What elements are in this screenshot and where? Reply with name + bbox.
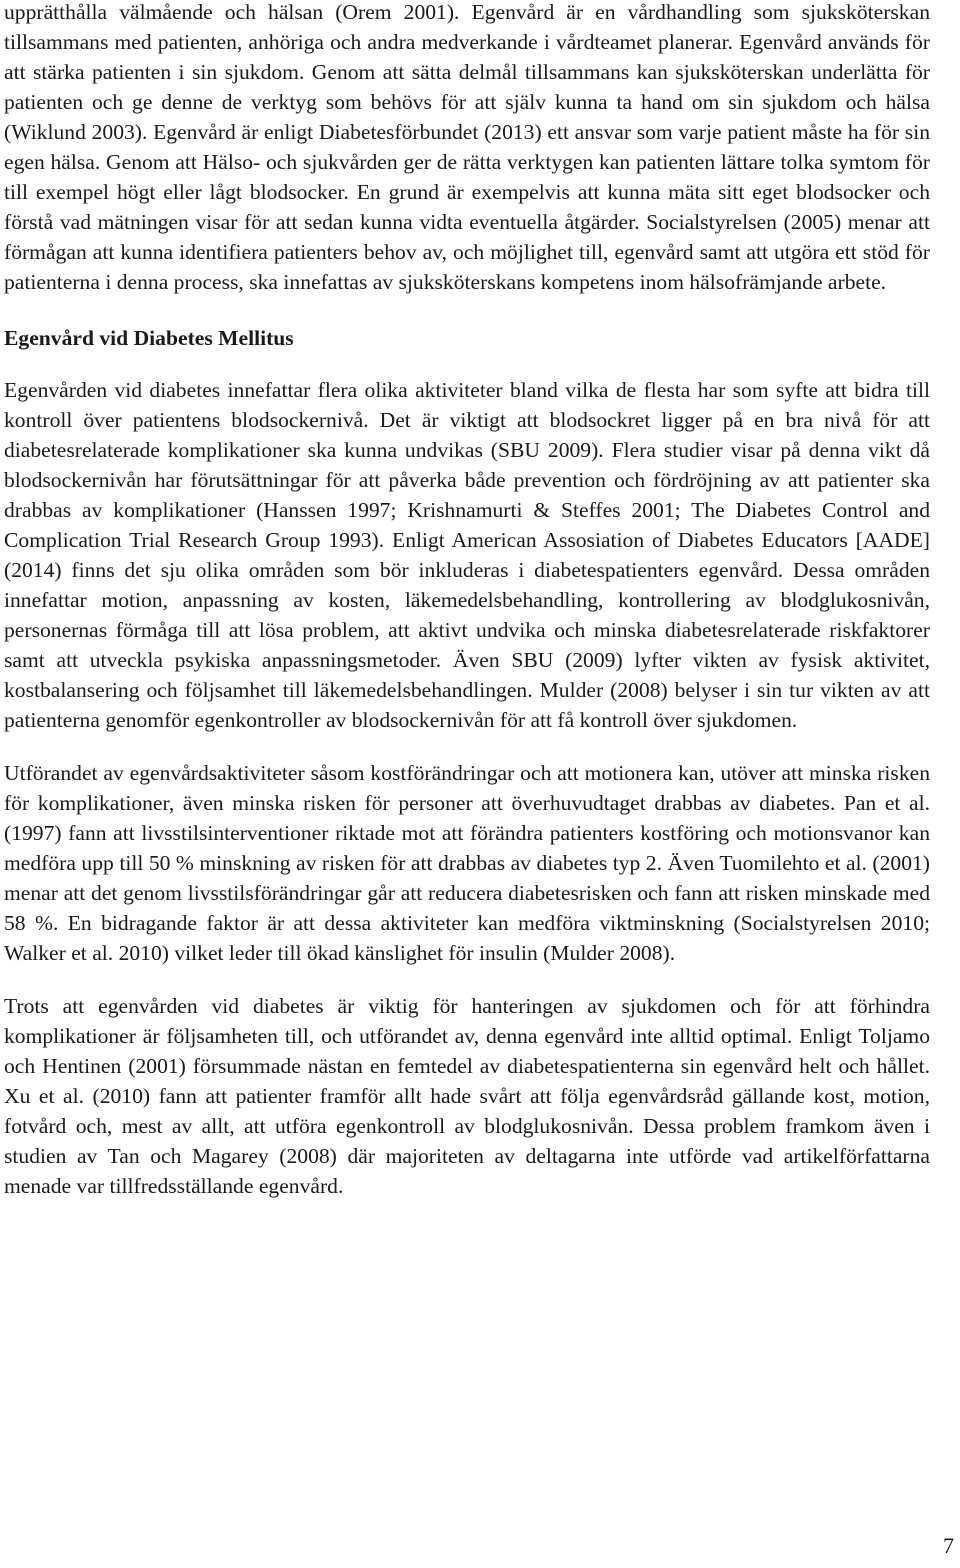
section-heading: Egenvård vid Diabetes Mellitus [4,326,294,350]
body-paragraph: Egenvården vid diabetes innefattar flera olika aktiviteter bland vilka de flesta har som syfte att bidra till kontroll över patientens blodsockernivå. Det är viktigt att blodsockret ligger på en bra nivå för att diabetesrelaterade komplikationer ska kunna undvikas (SBU 2009). Flera studier visar på denna vikt då blodsockernivån har förutsättningar för att påverka både prevention och fördröjning av att patienter ska drabbas av komplikationer (Hanssen 1997; Krishnamurti & Steffes 2001; The Diabetes Control and Complication Trial Research Group 1993). Enligt American Assosiation of Diabetes Educators [AADE] (2014) finns det sju olika områden som bör inkluderas i diabetespatienters egenvård. Dessa områden innefattar motion, anpassning av kosten, läkemedelsbehandling, kontrollering av blodglukosnivån, personernas förmåga till att lösa problem, att aktivt undvika och minska diabetesrelaterade riskfaktorer samt att utveckla psykiska anpassningsmetoder. Även SBU (2009) lyfter vikten av fysisk aktivitet, kostbalansering och följsamhet till läkemedelsbehandlingen. Mulder (2008) belyser i sin tur vikten av att patienterna genomför egenkontroller av blodsockernivån för att få kontroll över sjukdomen. [4,378,930,732]
body-paragraph: Utförandet av egenvårdsaktiviteter såsom kostförändringar och att motionera kan, utöver att minska risken för komplikationer, även minska risken för personer att överhuvudtaget drabbas av diabetes. Pan et al. (1997) fann att livsstilsinterventioner riktade mot att förändra patienters kostföring och motionsvanor kan medföra upp till 50 % minskning av risken för att drabbas av diabetes typ 2. Även Tuomilehto et al. (2001) menar att det genom livsstilsförändringar går att reducera diabetesrisken och fann att risken minskade med 58 %. En bidragande faktor är att dessa aktiviteter kan medföra viktminskning (Socialstyrelsen 2010; Walker et al. 2010) vilket leder till ökad känslighet för insulin (Mulder 2008). [4,761,930,965]
body-paragraph: upprätthålla välmående och hälsan (Orem 2001). Egenvård är en vårdhandling som sjuksköterskan tillsammans med patienten, anhöriga och andra medverkande i vårdteamet planerar. Egenvård används för att stärka patienten i sin sjukdom. Genom att sätta delmål tillsammans kan sjuksköterskan underlätta för patienten och ge denne de verktyg som behövs för att själv kunna ta hand om sin sjukdom och hälsa (Wiklund 2003). Egenvård är enligt Diabetesförbundet (2013) ett ansvar som varje patient måste ha för sin egen hälsa. Genom att Hälso- och sjukvården ger de rätta verktygen kan patienten lättare tolka symtom för till exempel högt eller lågt blodsocker. En grund är exempelvis att kunna mäta sitt eget blodsocker och förstå vad mätningen visar för att sedan kunna vidta eventuella åtgärder. Socialstyrelsen (2005) menar att förmågan att kunna identifiera patienters behov av, och möjlighet till, egenvård samt att utgöra ett stöd för patienterna i denna process, ska innefattas av sjuksköterskans kompetens inom hälsofrämjande arbete. [4,0,930,294]
document-page [4,0,930,1201]
body-paragraph: Trots att egenvården vid diabetes är viktig för hanteringen av sjukdomen och för att förhindra komplikationer är följsamheten till, och utförandet av, denna egenvård inte alltid optimal. Enligt Toljamo och Hentinen (2001) försummade nästan en femtedel av diabetespatienterna sin egenvård helt och hållet. Xu et al. (2010) fann att patienter framför allt hade svårt att följa egenvårdsråd gällande kost, motion, fotvård och, mest av allt, att utföra egenkontroll av blodglukosnivån. Dessa problem framkom även i studien av Tan och Magarey (2008) där majoriteten av deltagarna inte utförde vad artikelförfattarna menade var tillfredsställande egenvård. [4,994,930,1198]
page-number: 7 [943,1533,954,1558]
